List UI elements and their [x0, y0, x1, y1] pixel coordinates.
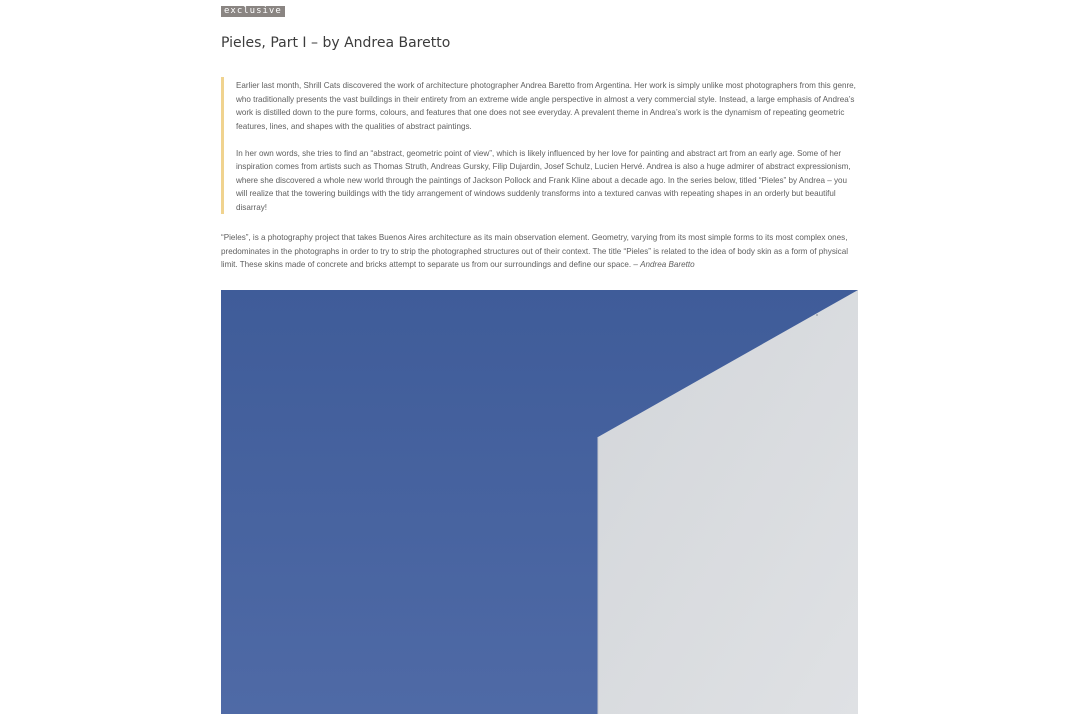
intro-paragraph-1: Earlier last month, Shrill Cats discovered the work of architecture photographer Andrea Baretto from Argentina. Her work is simply unlike most photographers from this genre, who traditionally presents the vast buildings in their entirety from an extreme wide angle perspective in almost a very commercial style. Instead, a large emphasis of Andrea’s work is distilled down to the pure forms, colours, and features that one does not see everyday. A prevalent theme in Andrea’s work is the dynamism of repeating geometric features, lines, and shapes with the qualities of abstract paintings.: [236, 81, 856, 131]
artist-statement-text: “Pieles”, is a photography project that takes Buenos Aires architecture as its main observation element. Geometry, varying from its most simple forms to its most complex ones, predominates in the photographs in order to try to strip the photographed structures out of their context. The title “Pieles” is related to the idea of body skin as a form of physical limit. These skins made of concrete and bricks attempt to separate us from our surroundings and define our space. –: [221, 233, 849, 269]
wall-speck: [816, 314, 818, 316]
artist-statement: [221, 231, 858, 272]
intro-blockquote: [221, 77, 858, 214]
featured-photo[interactable]: [221, 290, 858, 714]
exclusive-tag[interactable]: exclusive: [221, 6, 285, 17]
artist-attribution: Andrea Baretto: [640, 260, 695, 269]
post-title[interactable]: Pieles, Part I – by Andrea Baretto: [221, 35, 451, 51]
intro-paragraph-2: In her own words, she tries to find an “abstract, geometric point of view”, which is likely influenced by her love for painting and abstract art from an early age. Some of her inspiration comes from artists such as Thomas Struth, Andreas Gursky, Filip Dujardin, Josef Schulz, Lucien Hervé. Andrea is also a huge admirer of abstract expressionism, where she discovered a whole new world through the paintings of Jackson Pollock and Frank Kline about a decade ago. In the series below, titled “Pieles” by Andrea – you will realize that the towering buildings with the tidy arrangement of windows suddenly transforms into a textured canvas with repeating shapes in an orderly but beautiful disarray!: [236, 148, 851, 212]
